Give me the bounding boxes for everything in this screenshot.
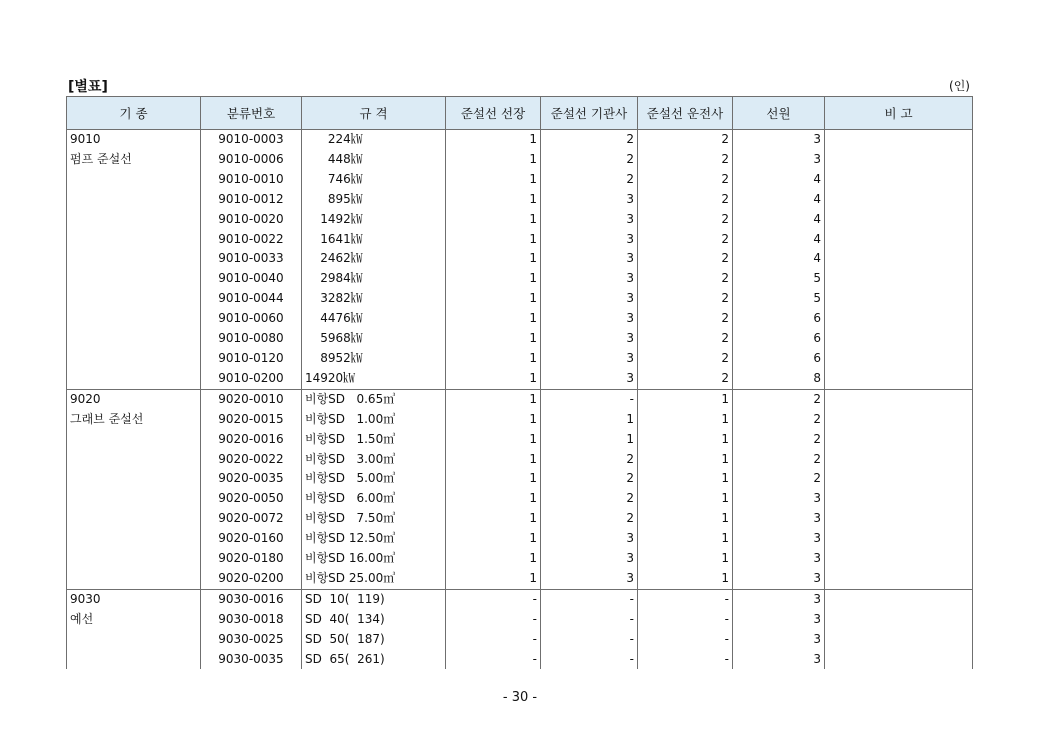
classification-number-cell: 9010-0022 (201, 230, 302, 250)
classification-number-cell: 9030-0016 (201, 589, 302, 609)
spec-cell: SD 10( 119) (302, 589, 446, 609)
captain-count-cell: 1 (446, 369, 541, 389)
crew-count-cell: 4 (733, 230, 825, 250)
classification-number-cell: 9020-0022 (201, 450, 302, 470)
crew-count-cell: 2 (733, 389, 825, 409)
spec-cell: 비항SD 5.00㎥ (302, 469, 446, 489)
crew-count-cell: 2 (733, 450, 825, 470)
remarks-cell (825, 170, 973, 190)
header-cell: 규 격 (302, 97, 446, 130)
machine-type-cell (67, 509, 201, 529)
classification-number-cell: 9010-0040 (201, 269, 302, 289)
engineer-count-cell: 3 (541, 529, 638, 549)
crew-count-cell: 3 (733, 150, 825, 170)
machine-type-cell (67, 369, 201, 389)
operator-count-cell: 1 (638, 489, 733, 509)
machine-type-cell (67, 489, 201, 509)
table-row (67, 569, 973, 589)
engineer-count-cell: 2 (541, 450, 638, 470)
spec-cell: 2462㎾ (302, 249, 446, 269)
spec-cell: 448㎾ (302, 150, 446, 170)
machine-type-cell (67, 170, 201, 190)
machine-type-cell: 9020 (67, 389, 201, 409)
spec-cell: SD 40( 134) (302, 610, 446, 630)
machine-type-cell: 그래브 준설선 (67, 410, 201, 430)
classification-number-cell: 9010-0060 (201, 309, 302, 329)
captain-count-cell: 1 (446, 389, 541, 409)
crew-count-cell: 6 (733, 329, 825, 349)
remarks-cell (825, 269, 973, 289)
table-row (67, 230, 973, 250)
machine-type-cell: 9010 (67, 130, 201, 150)
spec-cell: 895㎾ (302, 190, 446, 210)
operator-count-cell: 1 (638, 430, 733, 450)
table-row (67, 289, 973, 309)
engineer-count-cell: - (541, 650, 638, 670)
spec-cell: 1641㎾ (302, 230, 446, 250)
spec-cell: 비항SD 0.65㎥ (302, 389, 446, 409)
engineer-count-cell: 3 (541, 549, 638, 569)
machine-type-cell (67, 269, 201, 289)
operator-count-cell: 1 (638, 469, 733, 489)
crew-count-cell: 3 (733, 130, 825, 150)
crew-count-cell: 6 (733, 349, 825, 369)
captain-count-cell: 1 (446, 309, 541, 329)
remarks-cell (825, 569, 973, 589)
classification-number-cell: 9010-0010 (201, 170, 302, 190)
classification-number-cell: 9010-0044 (201, 289, 302, 309)
remarks-cell (825, 410, 973, 430)
crew-count-cell: 4 (733, 210, 825, 230)
table-row (67, 389, 973, 409)
remarks-cell (825, 450, 973, 470)
remarks-cell (825, 289, 973, 309)
machine-type-cell: 9030 (67, 589, 201, 609)
header-cell: 선원 (733, 97, 825, 130)
classification-number-cell: 9020-0035 (201, 469, 302, 489)
remarks-cell (825, 650, 973, 670)
captain-count-cell: 1 (446, 469, 541, 489)
spec-cell: 8952㎾ (302, 349, 446, 369)
operator-count-cell: 2 (638, 130, 733, 150)
operator-count-cell: 2 (638, 210, 733, 230)
captain-count-cell: 1 (446, 150, 541, 170)
captain-count-cell: 1 (446, 450, 541, 470)
table-row (67, 269, 973, 289)
crew-count-cell: 6 (733, 309, 825, 329)
remarks-cell (825, 489, 973, 509)
crew-count-cell: 4 (733, 190, 825, 210)
spec-cell: 746㎾ (302, 170, 446, 190)
table-row (67, 349, 973, 369)
table-row (67, 210, 973, 230)
captain-count-cell: 1 (446, 410, 541, 430)
spec-cell: 3282㎾ (302, 289, 446, 309)
header-cell: 기 종 (67, 97, 201, 130)
table-row (67, 549, 973, 569)
remarks-cell (825, 309, 973, 329)
captain-count-cell: 1 (446, 210, 541, 230)
classification-number-cell: 9020-0160 (201, 529, 302, 549)
crew-count-cell: 2 (733, 410, 825, 430)
classification-number-cell: 9030-0035 (201, 650, 302, 670)
captain-count-cell: - (446, 630, 541, 650)
spec-cell: 1492㎾ (302, 210, 446, 230)
engineer-count-cell: 2 (541, 509, 638, 529)
machine-type-cell (67, 529, 201, 549)
operator-count-cell: - (638, 589, 733, 609)
captain-count-cell: - (446, 589, 541, 609)
remarks-cell (825, 549, 973, 569)
table-row (67, 630, 973, 650)
operator-count-cell: - (638, 630, 733, 650)
remarks-cell (825, 249, 973, 269)
engineer-count-cell: 3 (541, 289, 638, 309)
table-row (67, 610, 973, 630)
classification-number-cell: 9010-0020 (201, 210, 302, 230)
operator-count-cell: 1 (638, 549, 733, 569)
engineer-count-cell: 1 (541, 430, 638, 450)
captain-count-cell: 1 (446, 529, 541, 549)
remarks-cell (825, 230, 973, 250)
engineer-count-cell: - (541, 630, 638, 650)
crew-count-cell: 4 (733, 249, 825, 269)
captain-count-cell: 1 (446, 549, 541, 569)
engineer-count-cell: 3 (541, 569, 638, 589)
engineer-count-cell: 2 (541, 170, 638, 190)
operator-count-cell: 1 (638, 569, 733, 589)
spec-cell: SD 50( 187) (302, 630, 446, 650)
engineer-count-cell: 3 (541, 210, 638, 230)
engineer-count-cell: 2 (541, 130, 638, 150)
table-row (67, 489, 973, 509)
remarks-cell (825, 329, 973, 349)
spec-cell: 2984㎾ (302, 269, 446, 289)
spec-cell: 224㎾ (302, 130, 446, 150)
table-row (67, 650, 973, 670)
operator-count-cell: 1 (638, 509, 733, 529)
remarks-cell (825, 349, 973, 369)
operator-count-cell: 2 (638, 249, 733, 269)
classification-number-cell: 9010-0120 (201, 349, 302, 369)
spec-cell: 비항SD 1.00㎥ (302, 410, 446, 430)
remarks-cell (825, 509, 973, 529)
classification-number-cell: 9030-0025 (201, 630, 302, 650)
machine-type-cell (67, 210, 201, 230)
operator-count-cell: 1 (638, 410, 733, 430)
crew-count-cell: 2 (733, 469, 825, 489)
spec-cell: 4476㎾ (302, 309, 446, 329)
crew-count-cell: 2 (733, 430, 825, 450)
captain-count-cell: 1 (446, 489, 541, 509)
header-cell: 준설선 기관사 (541, 97, 638, 130)
spec-cell: 비항SD 25.00㎥ (302, 569, 446, 589)
spec-cell: 비항SD 3.00㎥ (302, 450, 446, 470)
table-row (67, 589, 973, 609)
engineer-count-cell: 3 (541, 369, 638, 389)
captain-count-cell: 1 (446, 269, 541, 289)
machine-type-cell (67, 450, 201, 470)
remarks-cell (825, 529, 973, 549)
table-row (67, 190, 973, 210)
remarks-cell (825, 130, 973, 150)
crew-count-cell: 3 (733, 529, 825, 549)
captain-count-cell: - (446, 650, 541, 670)
table-row (67, 170, 973, 190)
captain-count-cell: 1 (446, 329, 541, 349)
operator-count-cell: 2 (638, 369, 733, 389)
engineer-count-cell: - (541, 589, 638, 609)
captain-count-cell: 1 (446, 190, 541, 210)
engineer-count-cell: 3 (541, 329, 638, 349)
crew-count-cell: 8 (733, 369, 825, 389)
remarks-cell (825, 589, 973, 609)
remarks-cell (825, 610, 973, 630)
engineer-count-cell: 3 (541, 190, 638, 210)
engineer-count-cell: 3 (541, 230, 638, 250)
engineer-count-cell: 3 (541, 249, 638, 269)
machine-type-cell (67, 289, 201, 309)
machine-type-cell (67, 309, 201, 329)
engineer-count-cell: 3 (541, 309, 638, 329)
crew-count-cell: 3 (733, 630, 825, 650)
table-row (67, 509, 973, 529)
machine-type-cell: 예선 (67, 610, 201, 630)
crew-count-cell: 3 (733, 650, 825, 670)
operator-count-cell: 2 (638, 230, 733, 250)
table-row (67, 309, 973, 329)
operator-count-cell: - (638, 610, 733, 630)
machine-type-cell (67, 469, 201, 489)
machine-type-cell (67, 630, 201, 650)
operator-count-cell: 2 (638, 190, 733, 210)
page-number: - 30 - (502, 690, 538, 705)
operator-count-cell: 1 (638, 529, 733, 549)
spec-cell: 5968㎾ (302, 329, 446, 349)
table-row (67, 430, 973, 450)
classification-number-cell: 9010-0200 (201, 369, 302, 389)
operator-count-cell: - (638, 650, 733, 670)
crew-count-cell: 3 (733, 549, 825, 569)
classification-number-cell: 9020-0016 (201, 430, 302, 450)
remarks-cell (825, 190, 973, 210)
table-row (67, 130, 973, 150)
table-row (67, 469, 973, 489)
spec-cell: SD 65( 261) (302, 650, 446, 670)
classification-number-cell: 9010-0033 (201, 249, 302, 269)
machine-type-cell (67, 190, 201, 210)
captain-count-cell: 1 (446, 130, 541, 150)
spec-cell: 비항SD 16.00㎥ (302, 549, 446, 569)
header-cell: 준설선 선장 (446, 97, 541, 130)
crew-count-cell: 3 (733, 610, 825, 630)
operator-count-cell: 2 (638, 289, 733, 309)
table-row (67, 369, 973, 389)
header-cell: 준설선 운전사 (638, 97, 733, 130)
captain-count-cell: - (446, 610, 541, 630)
remarks-cell (825, 389, 973, 409)
classification-number-cell: 9010-0012 (201, 190, 302, 210)
engineer-count-cell: 2 (541, 489, 638, 509)
classification-number-cell: 9020-0072 (201, 509, 302, 529)
table-row (67, 249, 973, 269)
classification-number-cell: 9020-0050 (201, 489, 302, 509)
operator-count-cell: 2 (638, 349, 733, 369)
header-cell: 분류번호 (201, 97, 302, 130)
engineer-count-cell: 3 (541, 349, 638, 369)
crew-count-cell: 3 (733, 509, 825, 529)
crew-count-cell: 3 (733, 569, 825, 589)
captain-count-cell: 1 (446, 569, 541, 589)
classification-number-cell: 9010-0003 (201, 130, 302, 150)
machine-type-cell (67, 569, 201, 589)
classification-number-cell: 9020-0180 (201, 549, 302, 569)
table-row (67, 150, 973, 170)
classification-number-cell: 9020-0015 (201, 410, 302, 430)
engineer-count-cell: 3 (541, 269, 638, 289)
engineer-count-cell: - (541, 389, 638, 409)
remarks-cell (825, 210, 973, 230)
remarks-cell (825, 430, 973, 450)
spec-cell: 비항SD 7.50㎥ (302, 509, 446, 529)
machine-type-cell (67, 650, 201, 670)
engineer-count-cell: 2 (541, 469, 638, 489)
classification-number-cell: 9010-0080 (201, 329, 302, 349)
spec-cell: 비항SD 6.00㎥ (302, 489, 446, 509)
crew-count-cell: 4 (733, 170, 825, 190)
crew-count-cell: 5 (733, 289, 825, 309)
classification-number-cell: 9030-0018 (201, 610, 302, 630)
crew-count-cell: 3 (733, 489, 825, 509)
operator-count-cell: 2 (638, 309, 733, 329)
captain-count-cell: 1 (446, 509, 541, 529)
captain-count-cell: 1 (446, 170, 541, 190)
machine-type-cell: 펌프 준설선 (67, 150, 201, 170)
annex-title: [별표] (68, 79, 108, 95)
table-body (67, 130, 973, 670)
captain-count-cell: 1 (446, 349, 541, 369)
spec-cell: 14920㎾ (302, 369, 446, 389)
table-header-row (67, 97, 973, 130)
crew-table (66, 96, 973, 669)
operator-count-cell: 2 (638, 269, 733, 289)
remarks-cell (825, 469, 973, 489)
operator-count-cell: 2 (638, 150, 733, 170)
unit-label: (인) (949, 79, 970, 93)
captain-count-cell: 1 (446, 289, 541, 309)
engineer-count-cell: 2 (541, 150, 638, 170)
crew-count-cell: 5 (733, 269, 825, 289)
header-cell: 비 고 (825, 97, 973, 130)
table-row (67, 529, 973, 549)
spec-cell: 비항SD 1.50㎥ (302, 430, 446, 450)
table-row (67, 410, 973, 430)
operator-count-cell: 1 (638, 389, 733, 409)
machine-type-cell (67, 549, 201, 569)
machine-type-cell (67, 349, 201, 369)
remarks-cell (825, 369, 973, 389)
captain-count-cell: 1 (446, 249, 541, 269)
crew-count-cell: 3 (733, 589, 825, 609)
spec-cell: 비항SD 12.50㎥ (302, 529, 446, 549)
captain-count-cell: 1 (446, 230, 541, 250)
remarks-cell (825, 630, 973, 650)
machine-type-cell (67, 430, 201, 450)
table-row (67, 450, 973, 470)
classification-number-cell: 9020-0010 (201, 389, 302, 409)
table-row (67, 329, 973, 349)
engineer-count-cell: 1 (541, 410, 638, 430)
operator-count-cell: 2 (638, 329, 733, 349)
machine-type-cell (67, 230, 201, 250)
engineer-count-cell: - (541, 610, 638, 630)
operator-count-cell: 1 (638, 450, 733, 470)
machine-type-cell (67, 329, 201, 349)
classification-number-cell: 9020-0200 (201, 569, 302, 589)
remarks-cell (825, 150, 973, 170)
captain-count-cell: 1 (446, 430, 541, 450)
operator-count-cell: 2 (638, 170, 733, 190)
machine-type-cell (67, 249, 201, 269)
classification-number-cell: 9010-0006 (201, 150, 302, 170)
